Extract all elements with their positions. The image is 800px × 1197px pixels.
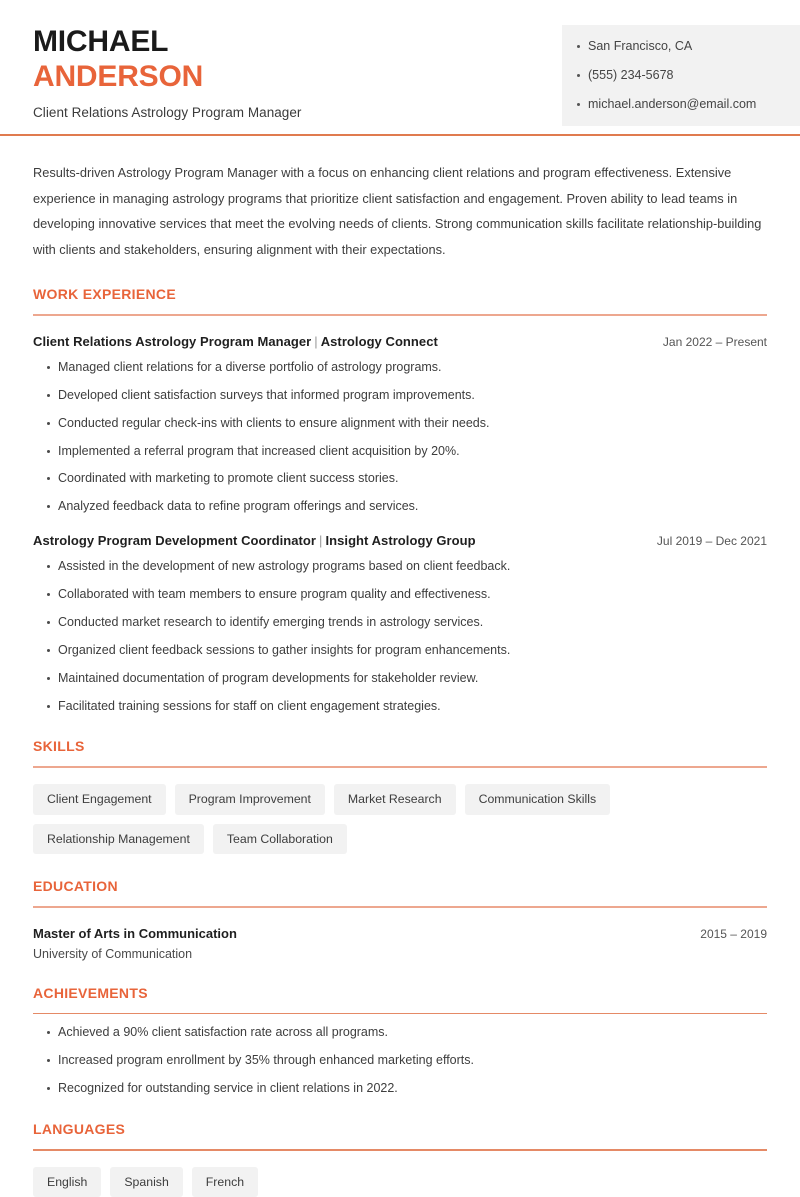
list-item: Collaborated with team members to ensure program quality and effectiveness. — [47, 586, 767, 603]
experience-title-line — [33, 533, 476, 548]
education-entry-header — [33, 926, 767, 941]
list-item: Conducted market research to identify emerging trends in astrology services. — [47, 614, 767, 631]
experience-role: Astrology Program Development Coordinator — [33, 533, 316, 548]
contact-item-email: michael.anderson@email.com — [588, 97, 788, 112]
experience-company: Insight Astrology Group — [325, 533, 475, 548]
list-item: Achieved a 90% client satisfaction rate across all programs. — [47, 1024, 767, 1041]
skills-chip-list — [33, 784, 767, 855]
skill-chip: Client Engagement — [33, 784, 166, 815]
list-item: Developed client satisfaction surveys that informed program improvements. — [47, 387, 767, 404]
section-divider-skills — [33, 766, 767, 768]
experience-title-line — [33, 334, 438, 349]
professional-summary: Results-driven Astrology Program Manager with a focus on enhancing client relations and program effectiveness. Extensive experience in managing astrology programs that prioritize client satisfaction and engagement. Proven ability to lead teams in developing innovative services that meet the evolving needs of clients. Strong communication skills facilitate relationship-building with clients and stakeholders, ensuring alignment with their expectations. — [33, 160, 767, 262]
experience-entry-header — [33, 334, 767, 349]
skill-chip: Program Improvement — [175, 784, 325, 815]
skill-chip: Market Research — [334, 784, 456, 815]
section-title-skills: SKILLS — [33, 738, 767, 754]
contact-item-phone: (555) 234-5678 — [588, 68, 788, 83]
section-divider-achievements — [33, 1013, 767, 1015]
section-title-education: EDUCATION — [33, 878, 767, 894]
job-title: Client Relations Astrology Program Manager — [33, 105, 301, 120]
experience-bullets — [33, 558, 767, 714]
title-separator: | — [316, 533, 325, 548]
list-item: Conducted regular check-ins with clients to ensure alignment with their needs. — [47, 415, 767, 432]
skill-chip: Team Collaboration — [213, 824, 347, 855]
section-education — [33, 878, 767, 961]
header-divider — [0, 134, 800, 136]
title-separator: | — [311, 334, 320, 349]
first-name: MICHAEL — [33, 24, 301, 59]
experience-date: Jan 2022 – Present — [647, 335, 767, 349]
list-item: Implemented a referral program that increased client acquisition by 20%. — [47, 443, 767, 460]
contact-block — [562, 25, 800, 126]
identity-block — [0, 0, 301, 120]
list-item: Increased program enrollment by 35% through enhanced marketing efforts. — [47, 1052, 767, 1069]
section-title-achievements: ACHIEVEMENTS — [33, 985, 767, 1001]
section-languages — [33, 1121, 767, 1197]
experience-date: Jul 2019 – Dec 2021 — [641, 534, 767, 548]
experience-company: Astrology Connect — [321, 334, 438, 349]
list-item: Analyzed feedback data to refine program offerings and services. — [47, 498, 767, 515]
list-item: Assisted in the development of new astrology programs based on client feedback. — [47, 558, 767, 575]
last-name: ANDERSON — [33, 59, 301, 94]
education-entry — [33, 926, 767, 961]
section-title-languages: LANGUAGES — [33, 1121, 767, 1137]
list-item: Facilitated training sessions for staff on client engagement strategies. — [47, 698, 767, 715]
section-divider-work-experience — [33, 314, 767, 316]
list-item: Managed client relations for a diverse portfolio of astrology programs. — [47, 359, 767, 376]
list-item: Maintained documentation of program developments for stakeholder review. — [47, 670, 767, 687]
education-school: University of Communication — [33, 947, 767, 961]
experience-entry — [33, 334, 767, 515]
section-achievements — [33, 985, 767, 1097]
languages-chip-list — [33, 1167, 767, 1197]
language-chip: Spanish — [110, 1167, 182, 1197]
skill-chip: Relationship Management — [33, 824, 204, 855]
achievements-bullets — [33, 1024, 767, 1097]
education-date: 2015 – 2019 — [700, 927, 767, 941]
contact-list — [562, 39, 800, 112]
section-title-work-experience: WORK EXPERIENCE — [33, 286, 767, 302]
experience-entry-header — [33, 533, 767, 548]
education-degree: Master of Arts in Communication — [33, 926, 237, 941]
section-skills — [33, 738, 767, 854]
resume-body — [0, 160, 800, 1197]
section-work-experience — [33, 286, 767, 714]
list-item: Coordinated with marketing to promote client success stories. — [47, 470, 767, 487]
language-chip: French — [192, 1167, 258, 1197]
experience-role: Client Relations Astrology Program Manager — [33, 334, 311, 349]
skill-chip: Communication Skills — [465, 784, 611, 815]
contact-item-location: San Francisco, CA — [588, 39, 788, 54]
section-divider-education — [33, 906, 767, 908]
list-item: Recognized for outstanding service in client relations in 2022. — [47, 1080, 767, 1097]
resume-header — [0, 0, 800, 136]
experience-entry — [33, 533, 767, 714]
experience-bullets — [33, 359, 767, 515]
section-divider-languages — [33, 1149, 767, 1151]
list-item: Organized client feedback sessions to gather insights for program enhancements. — [47, 642, 767, 659]
language-chip: English — [33, 1167, 101, 1197]
